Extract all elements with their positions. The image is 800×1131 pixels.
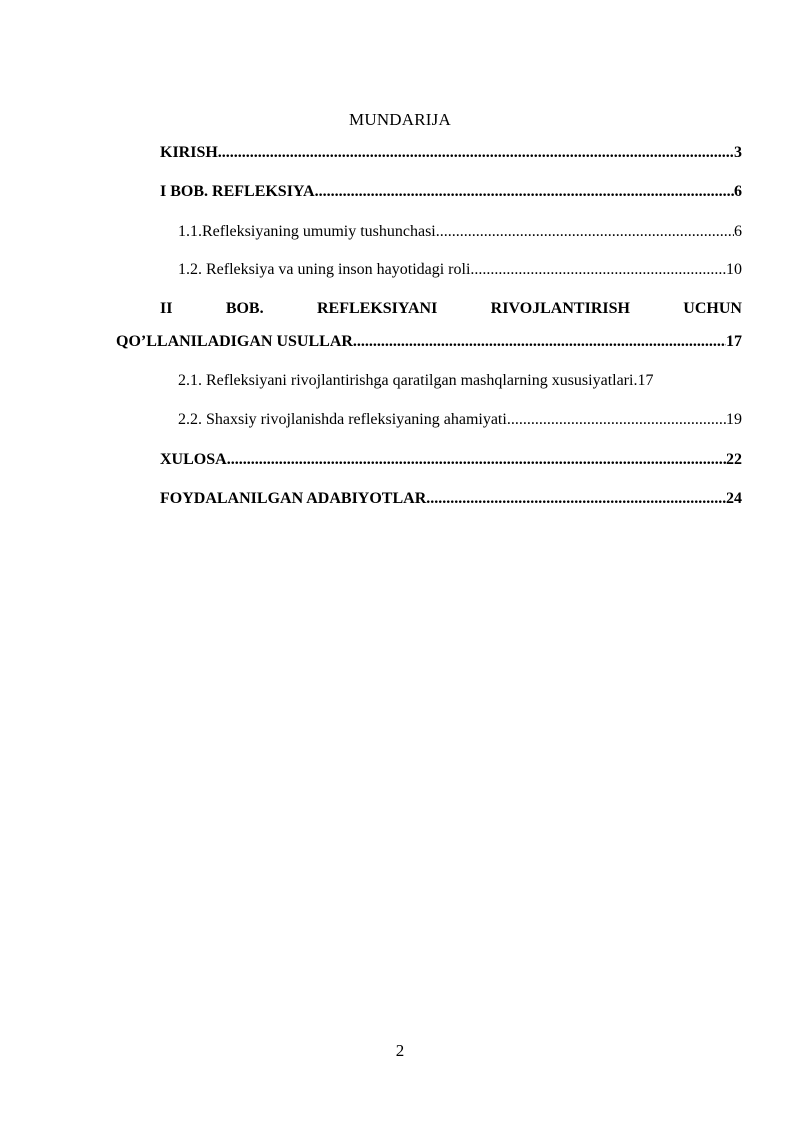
toc-entry-chapter-2-line-1[interactable] [160,299,742,319]
toc-leader-dots [507,410,726,430]
toc-leader-dots [315,182,734,202]
toc-leader-dots [353,332,726,352]
toc-word: II [160,300,173,317]
toc-entry-section-2-2[interactable] [178,410,742,430]
toc-entry-label: XULOSA [160,451,227,468]
toc-entry-section-1-1[interactable] [178,222,742,242]
toc-entry-page: 10 [726,261,742,278]
toc-entry-section-1-2[interactable] [178,260,742,280]
toc-leader-dots [218,143,734,163]
toc-entry-kirish[interactable] [160,143,742,163]
toc-entry-label: QO’LLANILADIGAN USULLAR [116,333,353,350]
toc-entry-page: 6 [734,223,742,240]
toc-word: RIVOJLANTIRISH [490,300,630,317]
toc-entry-section-2-1[interactable] [178,371,742,391]
toc-entry-label: KIRISH [160,144,218,161]
toc-word: BOB. [225,300,264,317]
toc-title: MUNDARIJA [349,110,451,129]
toc-entry-label: 2.1. Refleksiyani rivojlantirishga qaratilgan mashqlarning xususiyatlari. [178,372,638,389]
toc-entry-page: 17 [637,372,654,389]
toc-entry-page: 6 [734,183,742,200]
toc-entry-label: 1.1.Refleksiyaning umumiy tushunchasi [178,223,436,240]
toc-entry-page: 22 [726,451,742,468]
toc-entry-label: 1.2. Refleksiya va uning inson hayotidagi roli [178,261,471,278]
toc-entry-label: FOYDALANILGAN ADABIYOTLAR [160,490,427,507]
toc-word: UCHUN [683,300,742,317]
toc-leader-dots [470,260,726,280]
toc-entry-chapter-2-line-2[interactable] [116,332,742,352]
page-number: 2 [395,1041,405,1060]
toc-entry-xulosa[interactable] [160,450,742,470]
toc-entry-bibliography[interactable] [160,489,742,509]
toc-entry-page: 19 [726,411,742,428]
toc-leader-dots [436,222,734,242]
toc-entry-page: 17 [726,333,742,350]
toc-entry-page: 24 [726,490,742,507]
toc-entry-label: 2.2. Shaxsiy rivojlanishda refleksiyaning ahamiyati [178,411,507,428]
toc-entry-chapter-1[interactable] [160,182,742,202]
toc-leader-dots [426,489,726,509]
toc-leader-dots [227,450,726,470]
toc-entry-label: I BOB. REFLEKSIYA [160,183,315,200]
toc-entry-page: 3 [734,144,742,161]
toc-word: REFLEKSIYANI [316,300,438,317]
